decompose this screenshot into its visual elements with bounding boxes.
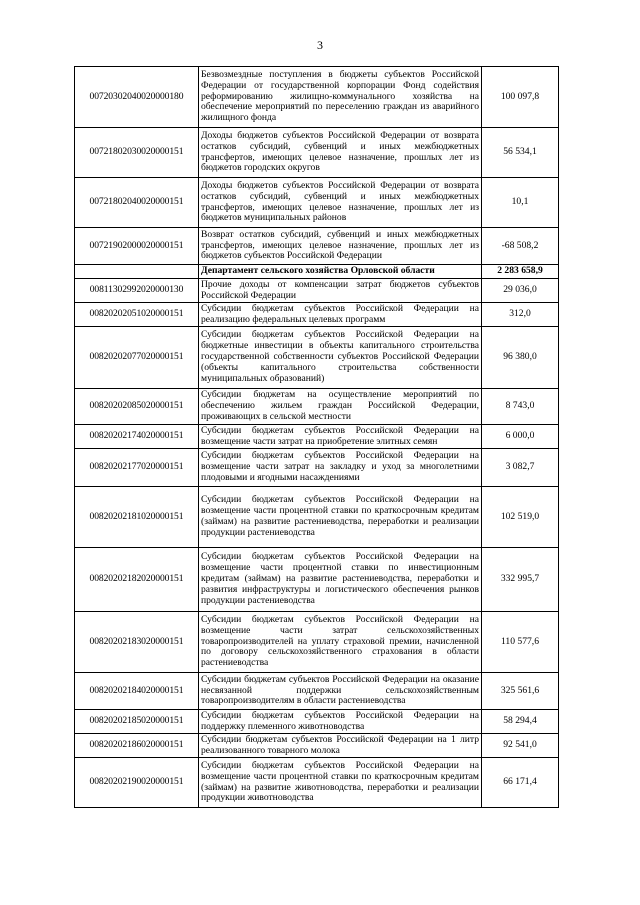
amount-cell: 3 082,7 xyxy=(482,449,559,487)
revenue-code-cell: 00820202077020000151 xyxy=(75,327,199,389)
amount-cell: -68 508,2 xyxy=(482,228,559,265)
amount-cell: 66 171,4 xyxy=(482,758,559,808)
revenue-code-cell: 00820202190020000151 xyxy=(75,758,199,808)
amount-cell: 8 743,0 xyxy=(482,389,559,425)
revenue-description-cell: Субсидии бюджетам на осуществление мероприятий по обеспечению жильем граждан Российской Федерации, проживающих в сельской местности xyxy=(199,389,482,425)
table-row xyxy=(75,128,559,178)
revenue-description-cell: Субсидии бюджетам субъектов Российской Федерации на возмещение части затрат на приобретение элитных семян xyxy=(199,425,482,449)
revenue-description-cell: Субсидии бюджетам субъектов Российской Федерации на возмещение части процентной ставки по инвестиционным кредитам (займам) на развитие растениеводства, переработки и развития инфраструктуры и логистического обеспечения рынков продукции растениеводства xyxy=(199,548,482,612)
revenue-description-cell: Субсидии бюджетам субъектов Российской Федерации на возмещение части затрат на закладку и уход за многолетними плодовыми и ягодными насаждениями xyxy=(199,449,482,487)
table-row xyxy=(75,327,559,389)
amount-cell: 29 036,0 xyxy=(482,279,559,303)
table-row xyxy=(75,425,559,449)
revenue-description-cell: Департамент сельского хозяйства Орловской области xyxy=(199,265,482,279)
revenue-code-cell: 00721802030020000151 xyxy=(75,128,199,178)
revenue-code-cell: 00820202177020000151 xyxy=(75,449,199,487)
revenue-code-cell xyxy=(75,265,199,279)
revenue-description-cell: Субсидии бюджетам субъектов Российской Федерации на бюджетные инвестиции в объекты капитального строительства государственной собственности субъектов Российской Федерации (объекты капитального строительства собственности муниципальных образований) xyxy=(199,327,482,389)
revenue-code-cell: 00721902000020000151 xyxy=(75,228,199,265)
revenue-code-cell: 00820202182020000151 xyxy=(75,548,199,612)
amount-cell: 58 294,4 xyxy=(482,710,559,734)
revenue-description-cell: Субсидии бюджетам субъектов Российской Федерации на возмещение части процентной ставки по краткосрочным кредитам (займам) на развитие животноводства, переработки и реализации продукции животноводства xyxy=(199,758,482,808)
revenue-description-cell: Прочие доходы от компенсации затрат бюджетов субъектов Российской Федерации xyxy=(199,279,482,303)
revenue-description-cell: Субсидии бюджетам субъектов Российской Федерации на возмещение части затрат сельскохозяйственных товаропроизводителей на уплату страховой премии, начисленной по договору сельскохозяйственного страхования в области растениеводства xyxy=(199,612,482,673)
revenue-code-cell: 00820202181020000151 xyxy=(75,487,199,548)
table-row xyxy=(75,67,559,128)
revenue-description-cell: Доходы бюджетов субъектов Российской Федерации от возврата остатков субсидий, субвенций и иных межбюджетных трансфертов, имеющих целевое назначение, прошлых лет из бюджетов муниципальных районов xyxy=(199,178,482,228)
table-row xyxy=(75,303,559,327)
table-row xyxy=(75,449,559,487)
table-row xyxy=(75,758,559,808)
revenue-description-cell: Безвозмездные поступления в бюджеты субъектов Российской Федерации от государственной корпорации Фонд содействия реформированию жилищно-коммунального хозяйства на обеспечение мероприятий по переселению граждан из аварийного жилищного фонда xyxy=(199,67,482,128)
revenue-description-cell: Субсидии бюджетам субъектов Российской Федерации на возмещение части процентной ставки по краткосрочным кредитам (займам) на развитие растениеводства, переработки и реализации продукции растениеводства xyxy=(199,487,482,548)
revenue-code-cell: 00820202085020000151 xyxy=(75,389,199,425)
table-row xyxy=(75,673,559,710)
revenue-description-cell: Субсидии бюджетам субъектов Российской Федерации на поддержку племенного животноводства xyxy=(199,710,482,734)
revenue-description-cell: Возврат остатков субсидий, субвенций и иных межбюджетных трансфертов, имеющих целевое назначение, прошлых лет из бюджетов субъектов Российской Федерации xyxy=(199,228,482,265)
revenue-code-cell: 00811302992020000130 xyxy=(75,279,199,303)
revenue-code-cell: 00820202184020000151 xyxy=(75,673,199,710)
amount-cell: 96 380,0 xyxy=(482,327,559,389)
table-row xyxy=(75,228,559,265)
amount-cell: 102 519,0 xyxy=(482,487,559,548)
section-header-row xyxy=(75,265,559,279)
table-row xyxy=(75,734,559,758)
revenue-code-cell: 00820202183020000151 xyxy=(75,612,199,673)
revenue-code-cell: 00820202186020000151 xyxy=(75,734,199,758)
revenue-code-cell: 00820202051020000151 xyxy=(75,303,199,327)
amount-cell: 100 097,8 xyxy=(482,67,559,128)
amount-cell: 110 577,6 xyxy=(482,612,559,673)
amount-cell: 6 000,0 xyxy=(482,425,559,449)
table-row xyxy=(75,178,559,228)
revenue-code-cell: 00820202174020000151 xyxy=(75,425,199,449)
table-row xyxy=(75,612,559,673)
table-row xyxy=(75,389,559,425)
budget-revenue-table xyxy=(74,66,559,808)
amount-cell: 10,1 xyxy=(482,178,559,228)
amount-cell: 56 534,1 xyxy=(482,128,559,178)
table-row xyxy=(75,710,559,734)
revenue-code-cell: 00720302040020000180 xyxy=(75,67,199,128)
table-row xyxy=(75,487,559,548)
amount-cell: 2 283 658,9 xyxy=(482,265,559,279)
page-number: 3 xyxy=(317,38,323,52)
amount-cell: 312,0 xyxy=(482,303,559,327)
table-row xyxy=(75,548,559,612)
revenue-code-cell: 00721802040020000151 xyxy=(75,178,199,228)
revenue-description-cell: Субсидии бюджетам субъектов Российской Федерации на реализацию федеральных целевых программ xyxy=(199,303,482,327)
amount-cell: 332 995,7 xyxy=(482,548,559,612)
amount-cell: 325 561,6 xyxy=(482,673,559,710)
revenue-code-cell: 00820202185020000151 xyxy=(75,710,199,734)
table-row xyxy=(75,279,559,303)
revenue-description-cell: Доходы бюджетов субъектов Российской Федерации от возврата остатков субсидий, субвенций и иных межбюджетных трансфертов, имеющих целевое назначение, прошлых лет из бюджетов городских округов xyxy=(199,128,482,178)
revenue-description-cell: Субсидии бюджетам субъектов Российской Федерации на 1 литр реализованного товарного молока xyxy=(199,734,482,758)
amount-cell: 92 541,0 xyxy=(482,734,559,758)
revenue-description-cell: Субсидии бюджетам субъектов Российской Федерации на оказание несвязанной поддержки сельскохозяйственным товаропроизводителям в области растениеводства xyxy=(199,673,482,710)
table-body xyxy=(75,67,559,808)
